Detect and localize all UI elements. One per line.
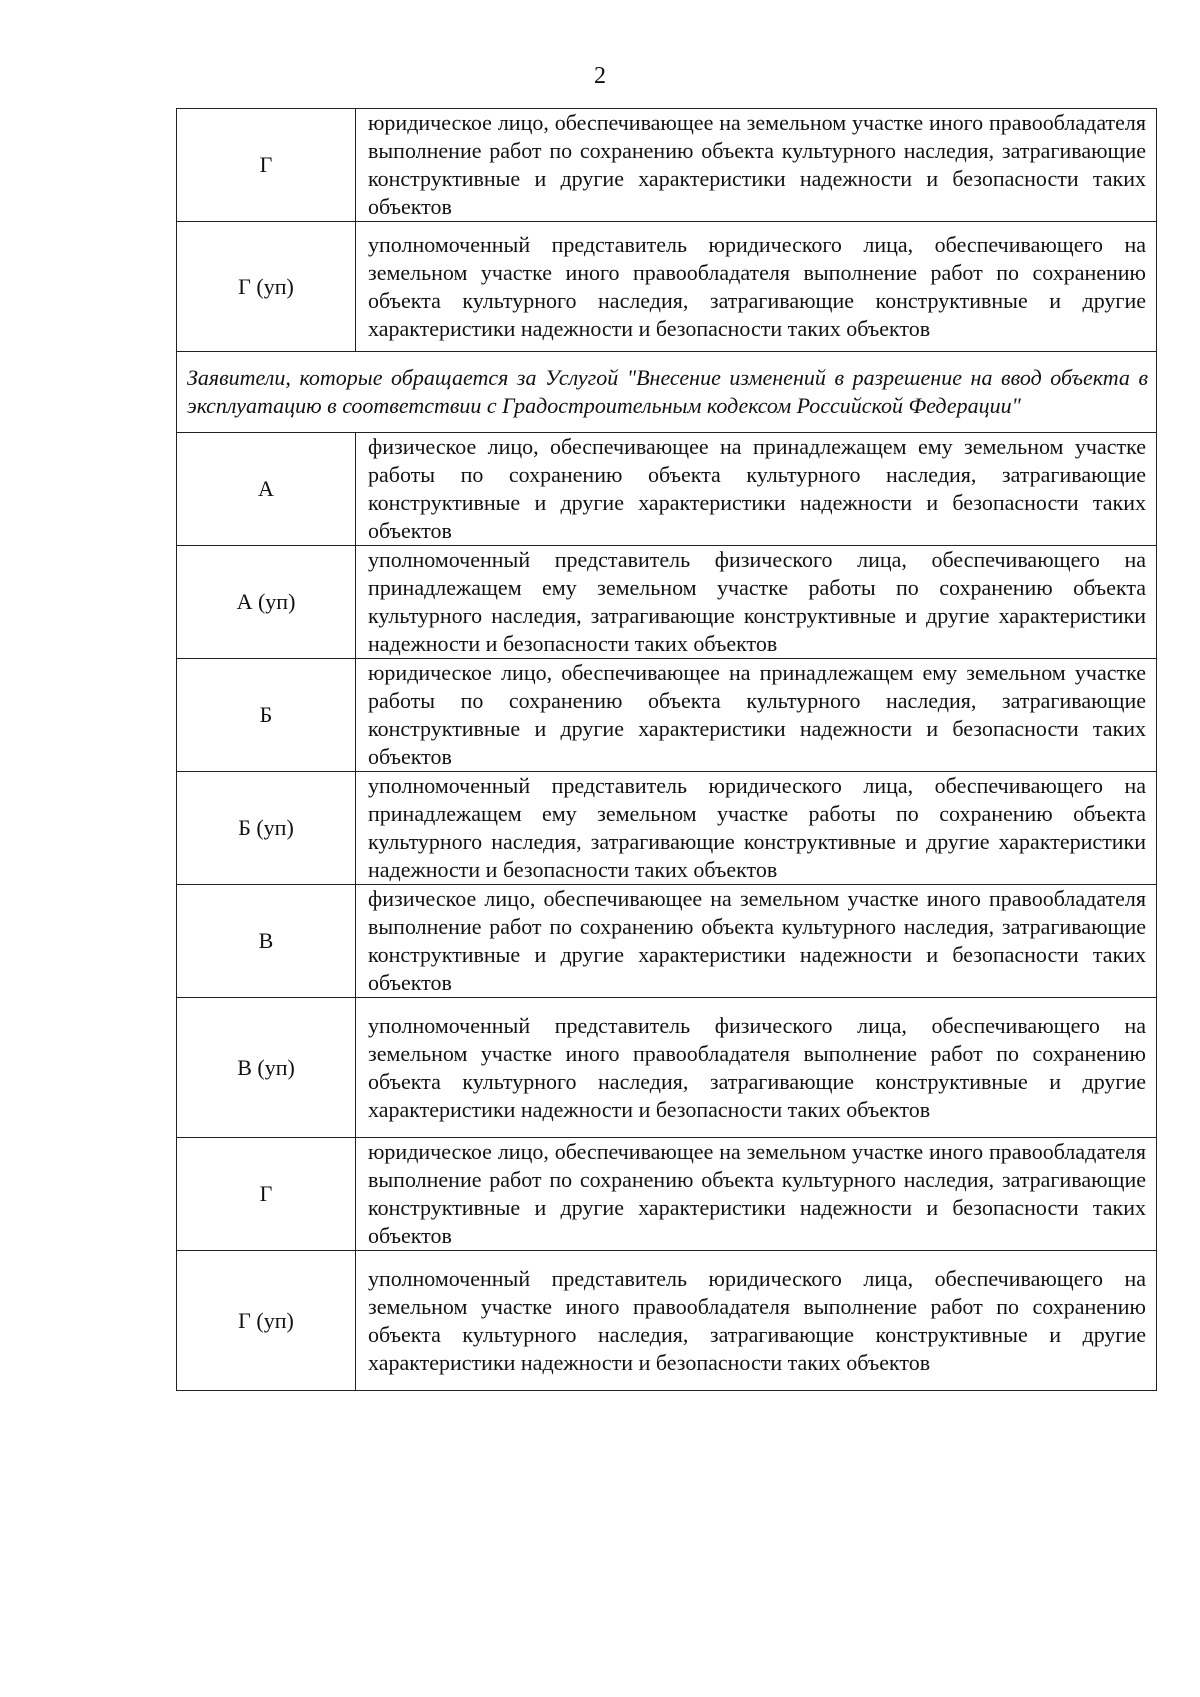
table-row — [177, 1251, 1157, 1391]
applicant-description: уполномоченный представитель юридического лица, обеспечивающего на земельном участке иного правообладателя выполнение работ по сохранению объекта культурного наследия, затрагивающие конструктивные и другие характеристики надежности и безопасности таких объектов — [356, 222, 1157, 352]
table-row — [177, 109, 1157, 222]
applicant-code: А — [177, 433, 356, 546]
applicant-description: физическое лицо, обеспечивающее на принадлежащем ему земельном участке работы по сохранению объекта культурного наследия, затрагивающие конструктивные и другие характеристики надежности и безопасности таких объектов — [356, 433, 1157, 546]
applicant-code: Б — [177, 659, 356, 772]
table-row — [177, 546, 1157, 659]
applicant-description: уполномоченный представитель юридического лица, обеспечивающего на принадлежащем ему земельном участке работы по сохранению объекта культурного наследия, затрагивающие конструктивные и другие характеристики надежности и безопасности таких объектов — [356, 772, 1157, 885]
table-row — [177, 433, 1157, 546]
table-row — [177, 885, 1157, 998]
applicant-code: Г (уп) — [177, 1251, 356, 1391]
table-row — [177, 1138, 1157, 1251]
applicant-code: В (уп) — [177, 998, 356, 1138]
applicant-code: Г — [177, 1138, 356, 1251]
applicants-table — [176, 108, 1157, 1391]
applicant-code: А (уп) — [177, 546, 356, 659]
group-header-row — [177, 352, 1157, 433]
applicant-description: физическое лицо, обеспечивающее на земельном участке иного правообладателя выполнение работ по сохранению объекта культурного наследия, затрагивающие конструктивные и другие характеристики надежности и безопасности таких объектов — [356, 885, 1157, 998]
applicant-description: уполномоченный представитель физического лица, обеспечивающего на земельном участке иного правообладателя выполнение работ по сохранению объекта культурного наследия, затрагивающие конструктивные и другие характеристики надежности и безопасности таких объектов — [356, 998, 1157, 1138]
applicant-description: юридическое лицо, обеспечивающее на земельном участке иного правообладателя выполнение работ по сохранению объекта культурного наследия, затрагивающие конструктивные и другие характеристики надежности и безопасности таких объектов — [356, 109, 1157, 222]
table-row — [177, 772, 1157, 885]
page-number: 2 — [594, 63, 606, 89]
applicant-code: Г — [177, 109, 356, 222]
applicant-description: уполномоченный представитель физического лица, обеспечивающего на принадлежащем ему земельном участке работы по сохранению объекта культурного наследия, затрагивающие конструктивные и другие характеристики надежности и безопасности таких объектов — [356, 546, 1157, 659]
table-row — [177, 222, 1157, 352]
group-header: Заявители, которые обращается за Услугой "Внесение изменений в разрешение на ввод объекта в эксплуатацию в соответствии с Градостроительным кодексом Российской Федерации" — [177, 352, 1157, 433]
table-row — [177, 659, 1157, 772]
applicant-code: В — [177, 885, 356, 998]
applicant-description: юридическое лицо, обеспечивающее на земельном участке иного правообладателя выполнение работ по сохранению объекта культурного наследия, затрагивающие конструктивные и другие характеристики надежности и безопасности таких объектов — [356, 1138, 1157, 1251]
applicant-code: Б (уп) — [177, 772, 356, 885]
applicant-description: уполномоченный представитель юридического лица, обеспечивающего на земельном участке иного правообладателя выполнение работ по сохранению объекта культурного наследия, затрагивающие конструктивные и другие характеристики надежности и безопасности таких объектов — [356, 1251, 1157, 1391]
applicant-description: юридическое лицо, обеспечивающее на принадлежащем ему земельном участке работы по сохранению объекта культурного наследия, затрагивающие конструктивные и другие характеристики надежности и безопасности таких объектов — [356, 659, 1157, 772]
table-row — [177, 998, 1157, 1138]
applicant-code: Г (уп) — [177, 222, 356, 352]
